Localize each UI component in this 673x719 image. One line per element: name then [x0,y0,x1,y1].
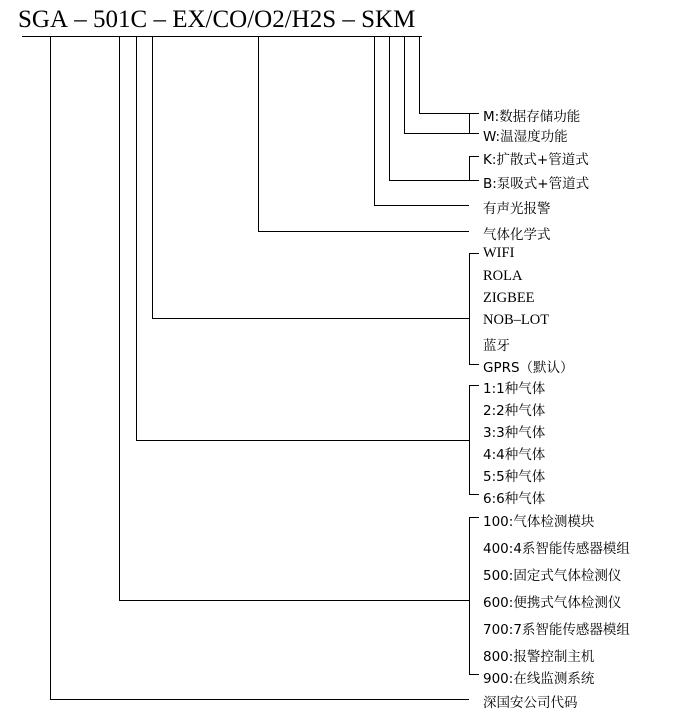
leader-comm-horizontal [152,318,469,319]
leader-gaschem-vertical [258,36,259,232]
label-gascount-4: 4:4种气体 [483,447,546,463]
label-series-700: 700:7系智能传感器模组 [483,622,630,638]
tick-series-top [469,517,479,518]
code-part-gases: EX/CO/O2/H2S [172,6,337,33]
leader-s-vertical [389,36,390,181]
label-comm-noblot: NOB–LOT [483,312,550,328]
tick-sampling-b [469,180,479,181]
bracket-sampling [469,156,470,181]
tick-gascount-top [469,385,479,386]
label-comm-bluetooth: 蓝牙 [483,338,510,354]
tick-series-bottom [469,674,479,675]
label-storage-m: M:数据存储功能 [483,109,581,125]
bracket-series [469,517,470,675]
leader-gaschem-horizontal [258,231,469,232]
tick-comm-bottom [469,364,479,365]
leader-m-horizontal [419,113,469,114]
label-sampling-k: K:扩散式+管道式 [483,152,589,168]
bracket-comm [469,253,470,365]
label-storage-w: W:温湿度功能 [483,129,568,145]
leader-w-horizontal [404,133,469,134]
label-comm-zigbee: ZIGBEE [483,290,535,306]
leader-gascount-horizontal [136,440,469,441]
code-underline [22,36,422,37]
leader-m-vertical [419,36,420,114]
leader-company-vertical [50,36,51,700]
label-gascount-5: 5:5种气体 [483,469,546,485]
leader-gascount-vertical [136,36,137,441]
bracket-gascount [469,385,470,495]
label-series-100: 100:气体检测模块 [483,514,595,530]
code-dash-3: – [342,6,355,33]
label-comm-rola: ROLA [483,268,523,284]
label-alarm: 有声光报警 [483,201,551,217]
leader-comm-vertical [152,36,153,319]
leader-company-horizontal [50,699,469,700]
tick-comm-top [469,253,479,254]
tick-sampling-k [469,156,479,157]
tick-gascount-bottom [469,494,479,495]
label-comm-wifi: WIFI [483,245,515,261]
label-comm-gprs: GPRS（默认） [483,360,574,376]
code-dash-1: – [74,6,87,33]
tick-storage-w [469,133,479,134]
leader-series-horizontal [119,600,469,601]
label-gascount-6: 6:6种气体 [483,491,546,507]
label-gascount-3: 3:3种气体 [483,425,546,441]
label-series-800: 800:报警控制主机 [483,649,595,665]
code-part-skm: SKM [361,6,416,33]
code-dash-2: – [153,6,166,33]
tick-storage-m [469,113,479,114]
label-gascount-2: 2:2种气体 [483,403,546,419]
label-series-900: 900:在线监测系统 [483,671,595,687]
label-series-600: 600:便携式气体检测仪 [483,595,622,611]
code-part-501c: 501C [93,6,148,33]
label-series-500: 500:固定式气体检测仪 [483,568,622,584]
label-series-400: 400:4系智能传感器模组 [483,541,630,557]
label-gascount-1: 1:1种气体 [483,381,546,397]
leader-series-vertical [119,36,120,601]
bracket-storage [469,113,470,134]
leader-alarm-horizontal [374,205,469,206]
leader-s-horizontal [389,180,469,181]
product-code [18,6,415,34]
label-sampling-b: B:泵吸式+管道式 [483,176,590,192]
label-company-code: 深国安公司代码 [483,695,578,711]
leader-w-vertical [404,36,405,134]
code-part-sga: SGA [18,6,69,33]
leader-alarm-vertical [374,36,375,206]
label-gas-chemical: 气体化学式 [483,227,551,243]
